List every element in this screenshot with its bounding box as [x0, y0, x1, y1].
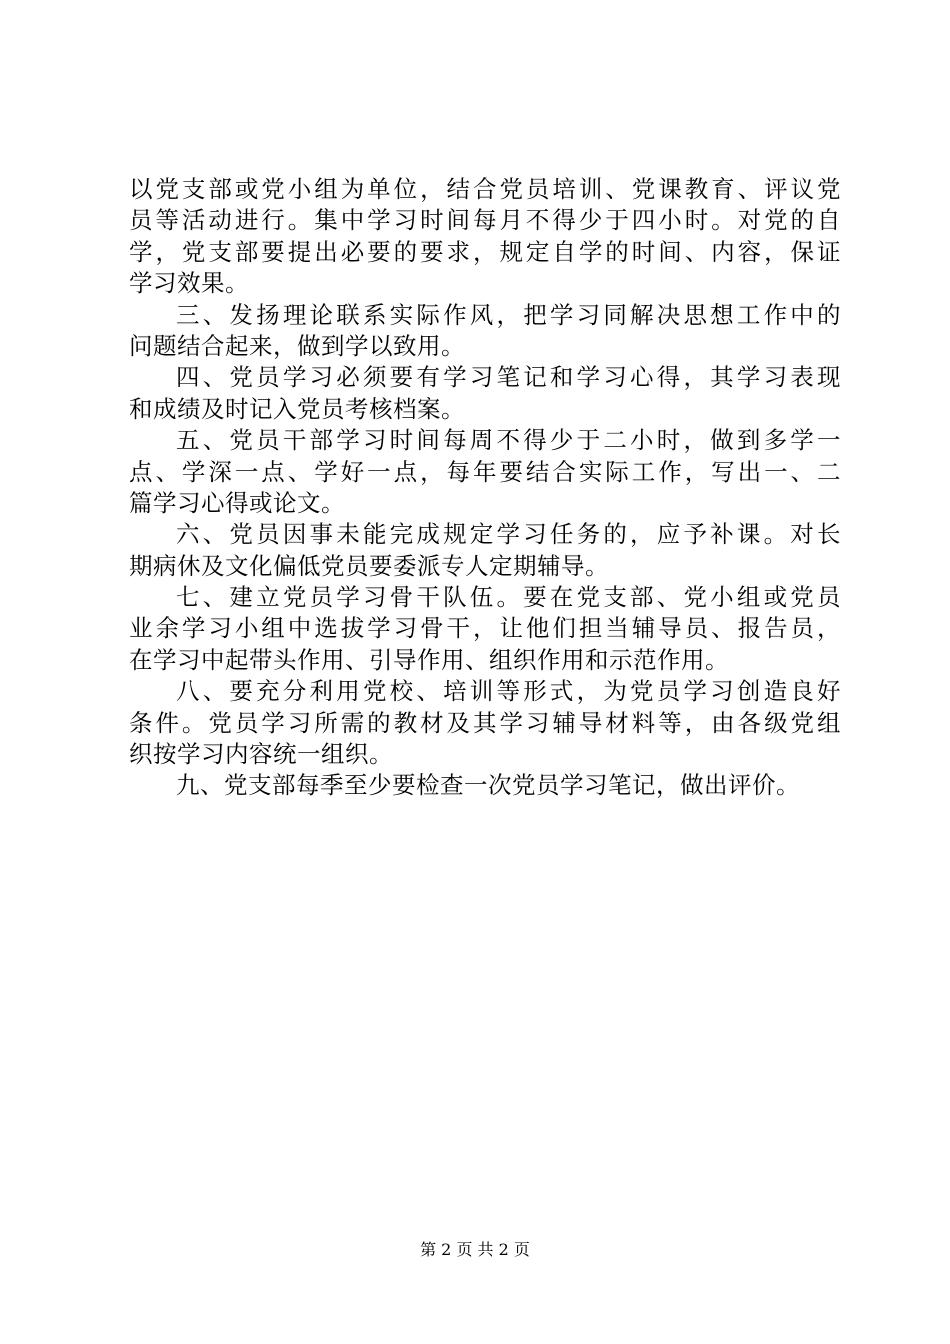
text-line: 期病休及文化偏低党员要委派专人定期辅导。 [129, 551, 609, 580]
text-line: 六、党员因事未能完成规定学习任务的，应予补课。对长 [176, 520, 841, 549]
text-line: 点、学深一点、学好一点，每年要结合实际工作，写出一、二 [129, 457, 841, 486]
text-line: 问题结合起来，做到学以致用。 [129, 331, 465, 360]
text-line: 在学习中起带头作用、引导作用、组织作用和示范作用。 [129, 645, 729, 674]
text-line: 和成绩及时记入党员考核档案。 [129, 394, 465, 423]
document-body [129, 174, 841, 802]
text-line: 篇学习心得或论文。 [129, 488, 345, 517]
text-line: 四、党员学习必须要有学习笔记和学习心得，其学习表现 [176, 363, 841, 392]
text-line: 业余学习小组中选拔学习骨干，让他们担当辅导员、报告员， [129, 614, 841, 643]
text-line: 以党支部或党小组为单位，结合党员培训、党课教育、评议党 [129, 175, 841, 203]
text-line: 九、党支部每季至少要检查一次党员学习笔记，做出评价。 [176, 771, 800, 800]
text-line: 五、党员干部学习时间每周不得少于二小时，做到多学一 [176, 426, 841, 455]
text-line: 七、建立党员学习骨干队伍。要在党支部、党小组或党员 [176, 583, 841, 612]
text-line: 条件。党员学习所需的教材及其学习辅导材料等，由各级党组 [129, 708, 841, 737]
text-line: 织按学习内容统一组织。 [129, 740, 393, 769]
text-line: 员等活动进行。集中学习时间每月不得少于四小时。对党的自 [129, 206, 841, 235]
text-line: 三、发扬理论联系实际作风，把学习同解决思想工作中的 [176, 300, 841, 329]
text-line: 八、要充分利用党校、培训等形式，为党员学习创造良好 [176, 677, 841, 706]
text-line: 学习效果。 [129, 269, 249, 298]
text-line: 学，党支部要提出必要的要求，规定自学的时间、内容，保证 [129, 237, 841, 266]
page-number: 第 2 页 共 2 页 [420, 1240, 530, 1259]
